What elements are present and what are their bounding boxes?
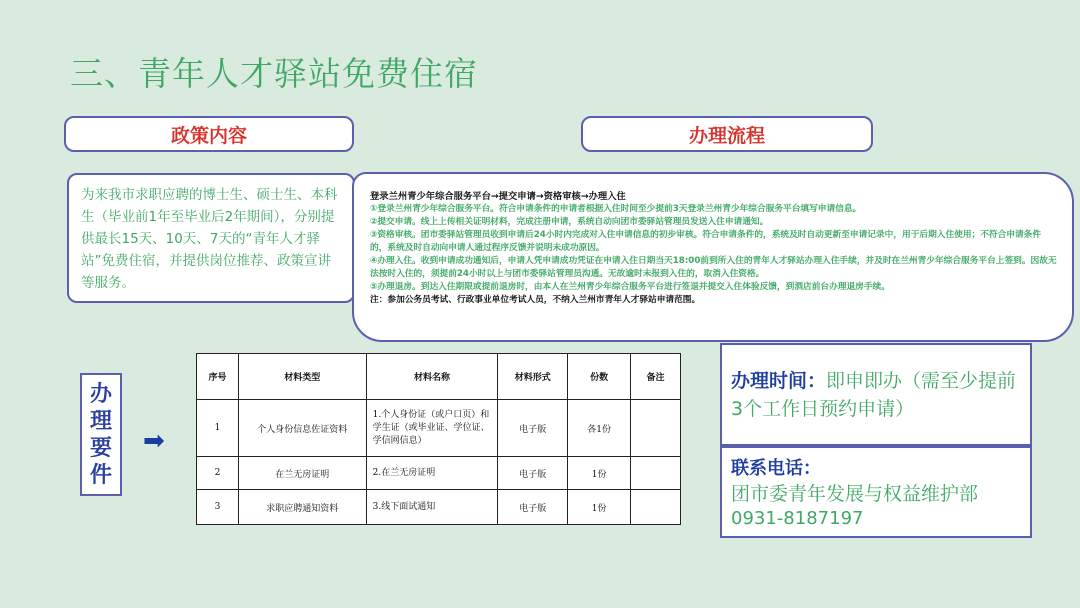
table-header-cell: 材料形式 [498, 354, 568, 400]
table-cell: 2 [197, 457, 239, 490]
table-header-cell: 材料类型 [238, 354, 366, 400]
requirements-label [80, 373, 122, 496]
process-step: ②提交申请。线上上传相关证明材料，完成注册申请，系统自动向团市委驿站管理员发送入住申请通知。 [370, 217, 769, 227]
time-text: 即申即办（需至少提前3个工作日预约申请） [731, 370, 1017, 420]
requirements-label-char: 办 [89, 381, 112, 407]
table-cell: 1.个人身份证（或户口页）和学生证（或毕业证、学位证、学信网信息） [366, 400, 498, 457]
policy-content-box [67, 173, 355, 303]
table-cell: 1份 [568, 457, 631, 490]
time-box [720, 343, 1032, 446]
materials-table [196, 353, 681, 525]
contact-label: 联系电话： [731, 458, 821, 479]
table-header-cell: 份数 [568, 354, 631, 400]
process-step: ③资格审核。团市委驿站管理员收到申请后24小时内完成对入住申请信息的初步审核。符合申请条件的，系统及时自动更新至申请记录中，用于后期入住使用；不符合申请条件的，系统及时自动向申请人通过程序反馈并说明未成功原因。 [370, 230, 1042, 253]
requirements-label-char: 理 [89, 408, 112, 434]
table-row [197, 400, 681, 457]
contact-org: 团市委青年发展与权益维护部 [731, 483, 979, 505]
table-header-cell: 材料名称 [366, 354, 498, 400]
table-cell: 电子版 [498, 400, 568, 457]
table-cell: 3.线下面试通知 [366, 490, 498, 525]
contact-box [720, 446, 1032, 538]
page-title: 三、青年人才驿站免费住宿 [70, 54, 478, 93]
requirements-label-char: 件 [89, 462, 112, 488]
time-label: 办理时间： [731, 370, 827, 392]
process-content-box [352, 172, 1074, 342]
table-cell: 电子版 [498, 457, 568, 490]
table-cell: 3 [197, 490, 239, 525]
table-cell: 求职应聘通知资料 [238, 490, 366, 525]
table-row [197, 457, 681, 490]
table-cell: 2.在兰无房证明 [366, 457, 498, 490]
table-cell: 各1份 [568, 400, 631, 457]
process-step: ①登录兰州青少年综合服务平台。符合申请条件的申请者根据入住时间至少提前3天登录兰州青少年综合服务平台填写申请信息。 [370, 204, 862, 214]
table-row [197, 490, 681, 525]
contact-phone: 0931-8187197 [731, 508, 864, 529]
requirements-label-char: 要 [89, 435, 112, 461]
table-header-cell: 备注 [631, 354, 681, 400]
table-cell [631, 400, 681, 457]
table-cell: 个人身份信息佐证资料 [238, 400, 366, 457]
table-cell: 电子版 [498, 490, 568, 525]
right-arrow-icon: ➡ [143, 426, 165, 456]
process-step: ⑤办理退房。到达入住期限或提前退房时，由本人在兰州青少年综合服务平台进行签退并提交入住体验反馈，到酒店前台办理退房手续。 [370, 282, 890, 292]
policy-text: 为来我市求职应聘的博士生、硕士生、本科生（毕业前1年至毕业后2年期间），分别提供最长15天、10天、7天的“青年人才驿站”免费住宿，并提供岗位推荐、政策宣讲等服务。 [81, 187, 338, 291]
process-step: ④办理入住。收到申请成功通知后，申请人凭申请成功凭证在申请入住日期当天18:00前到所入住的青年人才驿站办理入住手续，并及时在兰州青少年综合服务平台上签到。因故无法按时入住的，须提前24小时以上与团市委驿站管理员沟通。无故逾时未报到入住的，取消入住资格。 [370, 256, 1057, 279]
table-cell: 1 [197, 400, 239, 457]
process-note: 注：参加公务员考试、行政事业单位考试人员，不纳入兰州市青年人才驿站申请范围。 [370, 295, 701, 305]
process-heading: 办理流程 [581, 116, 873, 152]
table-cell [631, 457, 681, 490]
table-cell [631, 490, 681, 525]
process-flow: 登录兰州青少年综合服务平台→提交申请→资格审核→办理入住 [370, 191, 626, 202]
table-cell: 在兰无房证明 [238, 457, 366, 490]
table-header-cell: 序号 [197, 354, 239, 400]
policy-heading: 政策内容 [64, 116, 354, 152]
table-cell: 1份 [568, 490, 631, 525]
table-header-row [197, 354, 681, 400]
